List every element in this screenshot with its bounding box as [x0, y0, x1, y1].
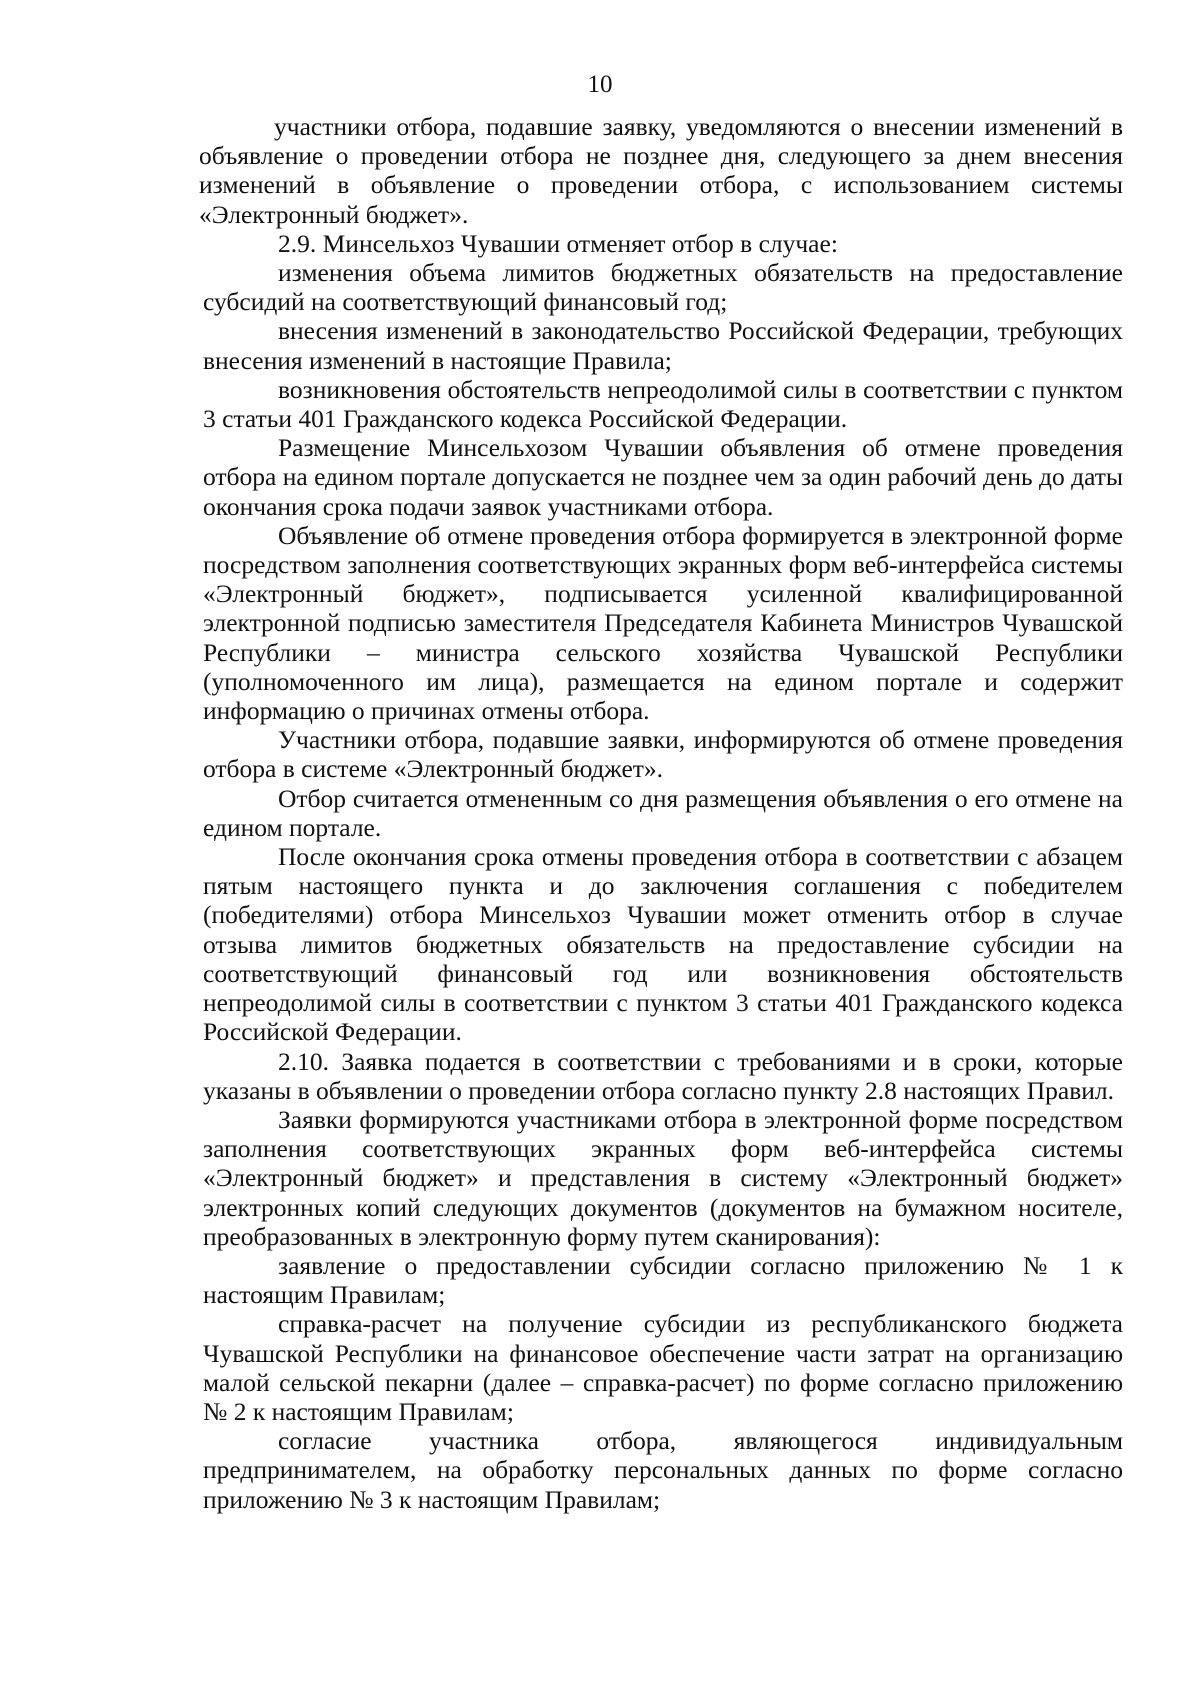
paragraph: Участники отбора, подавшие заявки, информируются об отмене проведения отбора в системе «Электронный бюджет».	[203, 725, 1123, 784]
paragraph: Объявление об отмене проведения отбора формируется в электронной форме посредством заполнения соответствующих экранных форм веб-интерфейса системы «Электронный бюджет», подписывается усиленной квалифицированной электронной подписью заместителя Председателя Кабинета Министров Чувашской Республики – министра сельского хозяйства Чувашской Республики (уполномоченного им лица), размещается на едином портале и содержит информацию о причинах отмены отбора.	[203, 520, 1123, 726]
paragraph: После окончания срока отмены проведения отбора в соответствии с абзацем пятым настоящего пункта и до заключения соглашения с победителем (победителями) отбора Минсельхоз Чувашии может отменить отбор в случае отзыва лимитов бюджетных обязательств на предоставление субсидии на соответствующий финансовый год или возникновения обстоятельств непреодолимой силы в соответствии с пунктом 3 статьи 401 Гражданского кодекса Российской Федерации.	[203, 842, 1123, 1047]
paragraph: Размещение Минсельхозом Чувашии объявления об отмене проведения отбора на едином портале допускается не позднее чем за один рабочий день до даты окончания срока подачи заявок участниками отбора.	[203, 433, 1123, 521]
paragraph: Заявки формируются участниками отбора в электронной форме посредством заполнения соответствующих экранных форм веб-интерфейса системы «Электронный бюджет» и представления в систему «Электронный бюджет» электронных копий следующих документов (документов на бумажном носителе, преобразованных в электронную форму путем сканирования):	[203, 1104, 1123, 1251]
document-body	[199, 112, 1123, 1514]
paragraph: возникновения обстоятельств непреодолимой силы в соответствии с пунктом 3 статьи 401 Гражданского кодекса Российской Федерации.	[203, 374, 1123, 434]
list-item: заявление о предоставлении субсидии согласно приложению № 1 к настоящим Правилам;	[203, 1250, 1123, 1310]
paragraph: участники отбора, подавшие заявку, уведомляются о внесении изменений в объявление о проведении отбора не позднее дня, следующего за днем внесения изменений в объявление о проведении отбора, с использованием системы «Электронный бюджет».	[199, 112, 1123, 229]
paragraph: внесения изменений в законодательство Российской Федерации, требующих внесения изменений в настоящие Правила;	[203, 316, 1123, 375]
paragraph-section-2-10: 2.10. Заявка подается в соответствии с требованиями и в сроки, которые указаны в объявлении о проведении отбора согласно пункту 2.8 настоящих Правил.	[203, 1046, 1123, 1105]
paragraph-section-2-9: 2.9. Минсельхоз Чувашии отменяет отбор в случае:	[278, 228, 838, 258]
page-number: 10	[587, 71, 613, 98]
paragraph: Отбор считается отмененным со дня размещения объявления о его отмене на едином портале.	[203, 783, 1123, 842]
list-item: справка-расчет на получение субсидии из республиканского бюджета Чувашской Республики на финансовое обеспечение части затрат на организацию малой сельской пекарни (далее – справка-расчет) по форме согласно приложению № 2 к настоящим Правилам;	[203, 1309, 1123, 1426]
paragraph: изменения объема лимитов бюджетных обязательств на предоставление субсидий на соответствующий финансовый год;	[203, 258, 1123, 317]
list-item: согласие участника отбора, являющегося индивидуальным предпринимателем, на обработку персональных данных по форме согласно приложению № 3 к настоящим Правилам;	[203, 1426, 1123, 1514]
